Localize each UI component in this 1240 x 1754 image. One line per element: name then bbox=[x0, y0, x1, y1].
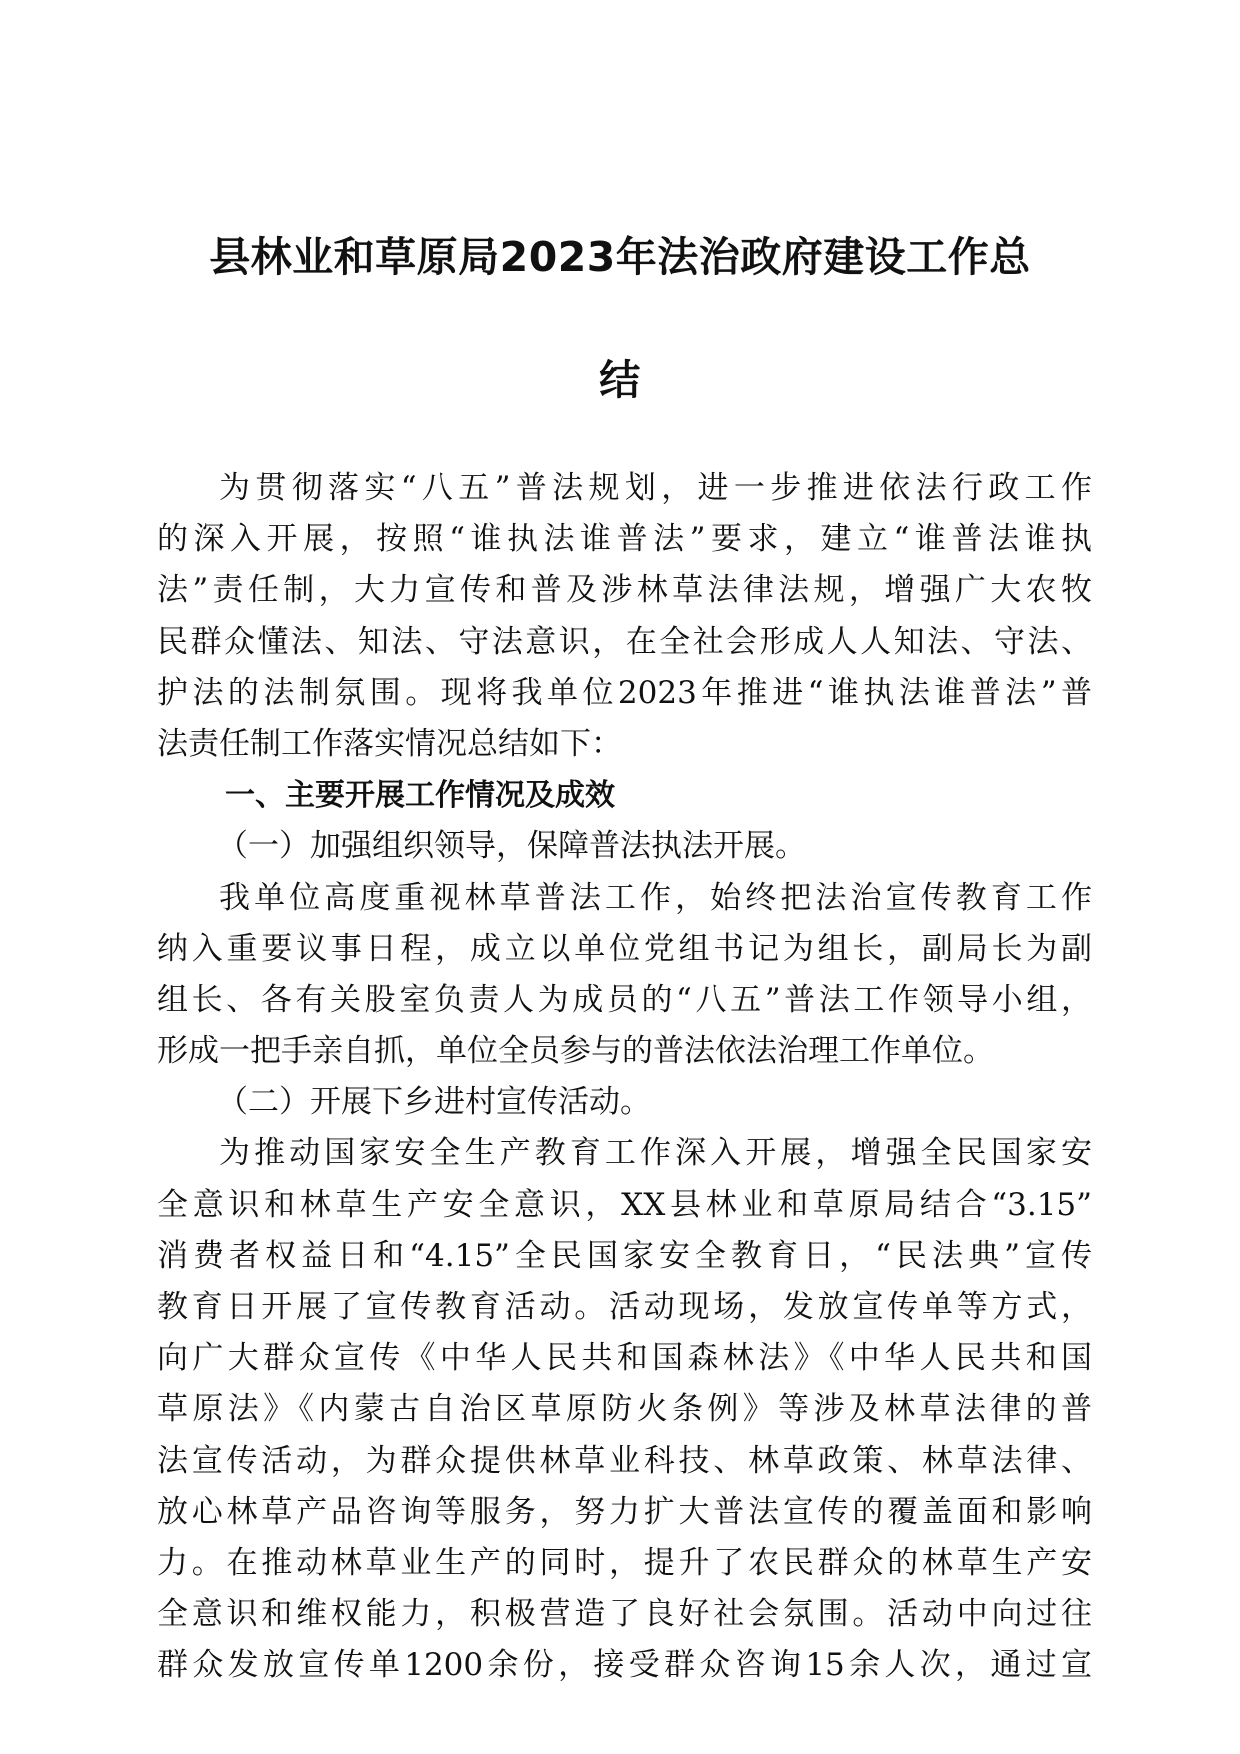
subsection-heading-1: （一）加强组织领导，保障普法执法开展。 bbox=[217, 828, 806, 865]
paragraph-3-line: 为推动国家安全生产教育工作深入开展，增强全民国家安 bbox=[219, 1135, 1092, 1172]
paragraph-3-line: 消费者权益日和“4.15”全民国家安全教育日，“民法典”宣传 bbox=[157, 1237, 1092, 1274]
paragraph-1-line: 法责任制工作落实情况总结如下： bbox=[157, 725, 622, 762]
paragraph-3-line: 群众发放宣传单1200余份，接受群众咨询15余人次，通过宣 bbox=[157, 1647, 1092, 1684]
paragraph-2-line: 纳入重要议事日程，成立以单位党组书记为组长，副局长为副 bbox=[157, 930, 1092, 967]
paragraph-3-line: 法宣传活动，为群众提供林草业科技、林草政策、林草法律、 bbox=[157, 1442, 1092, 1479]
paragraph-1-line: 护法的法制氛围。现将我单位2023年推进“谁执法谁普法”普 bbox=[157, 674, 1092, 711]
paragraph-3-line: 放心林草产品咨询等服务，努力扩大普法宣传的覆盖面和影响 bbox=[157, 1493, 1092, 1530]
document-title-line-1: 县林业和草原局2023年法治政府建设工作总 bbox=[209, 233, 1031, 281]
paragraph-3-line: 草原法》《内蒙古自治区草原防火条例》等涉及林草法律的普 bbox=[157, 1391, 1092, 1428]
paragraph-1-line: 民群众懂法、知法、守法意识，在全社会形成人人知法、守法、 bbox=[157, 623, 1092, 660]
paragraph-2-line: 组长、各有关股室负责人为成员的“八五”普法工作领导小组， bbox=[157, 981, 1092, 1018]
paragraph-3-line: 全意识和维权能力，积极营造了良好社会氛围。活动中向过往 bbox=[157, 1596, 1092, 1633]
document-body bbox=[157, 463, 1092, 1692]
subsection-heading-2: （二）开展下乡进村宣传活动。 bbox=[217, 1084, 651, 1121]
paragraph-2-line: 我单位高度重视林草普法工作，始终把法治宣传教育工作 bbox=[219, 879, 1092, 916]
document-title-line-2: 结 bbox=[599, 356, 641, 404]
paragraph-1-line: 的深入开展，按照“谁执法谁普法”要求，建立“谁普法谁执 bbox=[157, 521, 1092, 558]
section-heading-1: 一、主要开展工作情况及成效 bbox=[225, 778, 615, 814]
paragraph-3-line: 教育日开展了宣传教育活动。活动现场，发放宣传单等方式， bbox=[157, 1289, 1092, 1325]
paragraph-3-line: 力。在推动林草业生产的同时，提升了农民群众的林草生产安 bbox=[157, 1544, 1092, 1581]
paragraph-3-line: 全意识和林草生产安全意识，XX县林业和草原局结合“3.15” bbox=[157, 1186, 1092, 1223]
paragraph-2-line: 形成一把手亲自抓，单位全员参与的普法依法治理工作单位。 bbox=[157, 1033, 994, 1070]
paragraph-3-line: 向广大群众宣传《中华人民共和国森林法》《中华人民共和国 bbox=[157, 1340, 1092, 1377]
paragraph-1-line: 法”责任制，大力宣传和普及涉林草法律法规，增强广大农牧 bbox=[157, 572, 1092, 609]
paragraph-1-line: 为贯彻落实“八五”普法规划，进一步推进依法行政工作 bbox=[219, 470, 1092, 506]
